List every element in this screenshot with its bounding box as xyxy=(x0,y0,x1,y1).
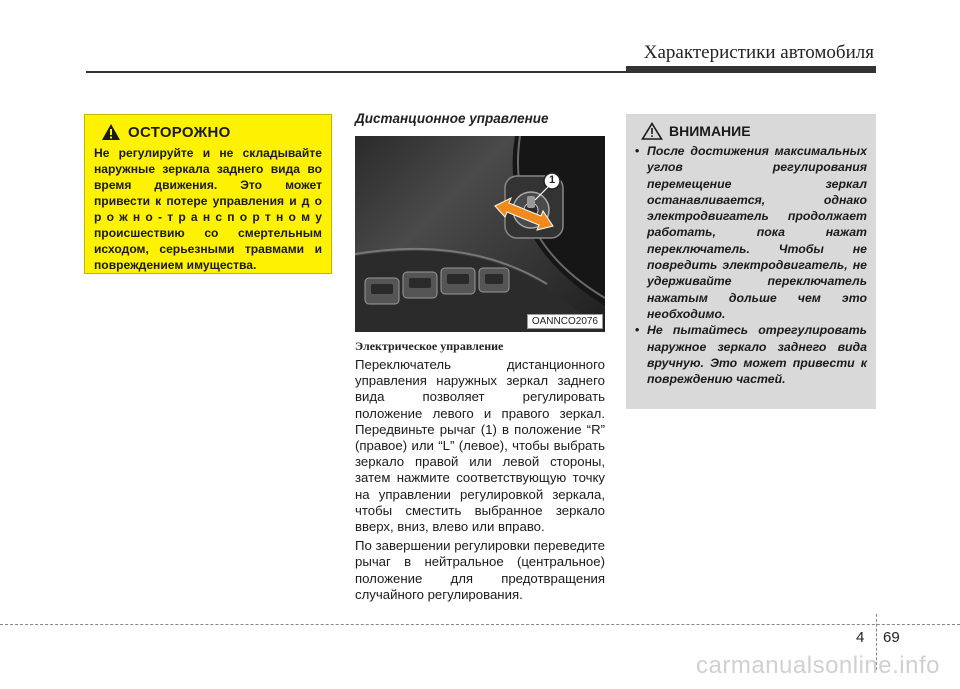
warning-triangle-icon xyxy=(101,123,121,141)
footer-divider xyxy=(0,624,960,625)
photo-caption: Электрическое управление xyxy=(355,339,504,353)
warning-title: ОСТОРОЖНО xyxy=(128,123,231,141)
photo-code: OANNCO2076 xyxy=(527,314,603,329)
callout-marker xyxy=(355,136,605,332)
header-rule-thick xyxy=(626,66,876,73)
chapter-number: 4 xyxy=(856,629,865,646)
photo-callout-number: 1 xyxy=(548,174,556,186)
body-paragraph-2: По завершении регулировки переведите рычаг в нейтральное (центральное) положение для предотвращения случайного регулирования. xyxy=(355,538,605,602)
section-title: Дистанционное управление xyxy=(355,111,549,126)
warning-text: Не регулируйте и не складывайте наружные зеркала заднего вида во время движения. Это может привести к потере управления и д о р о ж н о - т р а н с п о р т н о м у происшествию со смертельным исходом, серьезными травмами и повреждением имущества. xyxy=(94,146,322,272)
caution-triangle-icon xyxy=(641,122,663,140)
header-rule-thin xyxy=(86,71,628,73)
warning-box xyxy=(84,114,332,274)
body-text xyxy=(355,357,605,606)
caution-title: ВНИМАНИЕ xyxy=(669,123,751,139)
page-number: 69 xyxy=(883,629,900,646)
warning-header xyxy=(101,123,322,141)
watermark: carmanualsonline.info xyxy=(696,652,940,679)
caution-item: • Не пытайтесь отрегулировать наружное зеркало заднего вида вручную. Это может привести к повреждению частей. xyxy=(635,322,867,387)
caution-box xyxy=(626,114,876,409)
mirror-control-photo xyxy=(355,136,605,332)
caution-item: • После достижения максимальных углов регулирования перемещение зеркал останавливается, однако электродвигатель продолжает работать, пока нажат переключатель. Чтобы не повредить электродвигатель, не удерживайте переключатель нажатым дольше чем это необходимо. xyxy=(635,143,867,322)
caution-header xyxy=(641,122,867,140)
caution-list xyxy=(635,143,867,387)
body-paragraph-1: Переключатель дистанционного управления наружных зеркал заднего вида позволяет регулировать положение левого и правого зеркал. Передвиньте рычаг (1) в положение “R” (правое) или “L” (левое), чтобы выбрать зеркало правой или левой стороны, затем нажмите соответствующую точку на управлении регулировкой зеркала, чтобы сместить выбранное зеркало вверх, вниз, влево или вправо. xyxy=(355,357,605,535)
header-title: Характеристики автомобиля xyxy=(643,42,874,63)
